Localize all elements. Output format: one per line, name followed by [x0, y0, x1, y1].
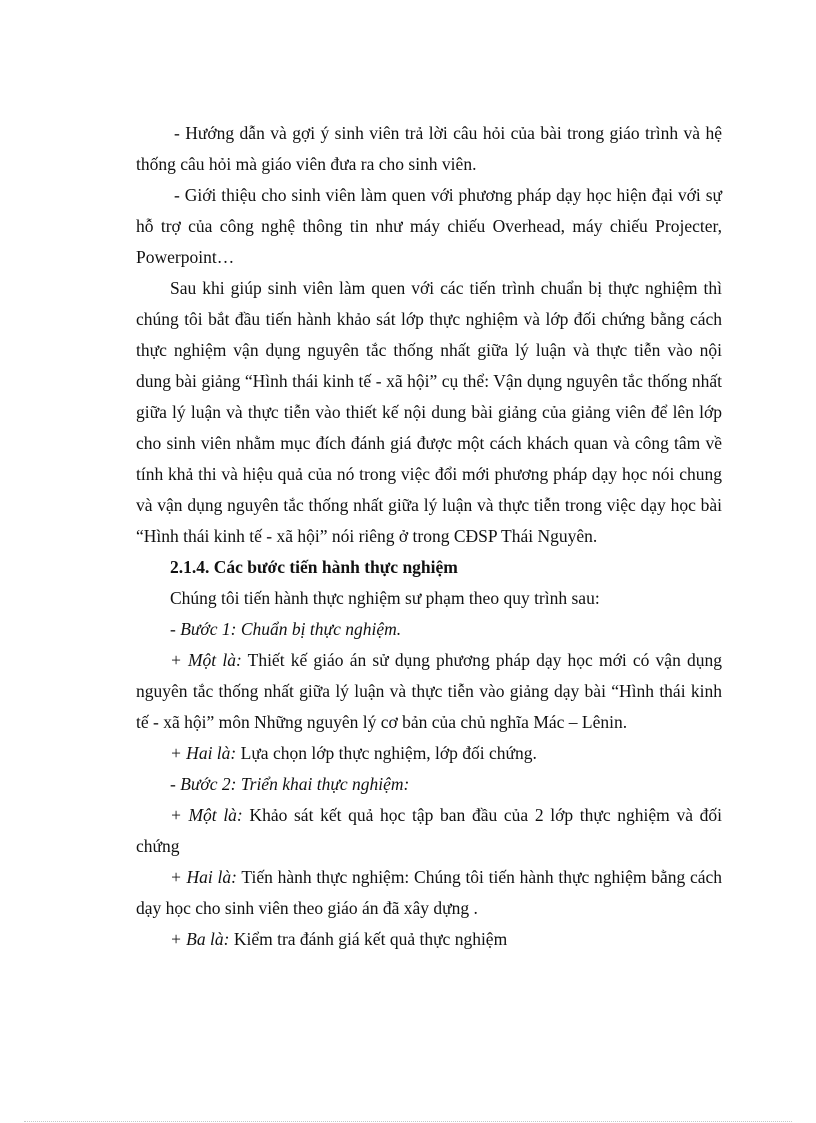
item-text: Lựa chọn lớp thực nghiệm, lớp đối chứng.: [236, 743, 537, 763]
paragraph-experiment-survey: Sau khi giúp sinh viên làm quen với các tiến trình chuẩn bị thực nghiệm thì chúng tôi bắt đầu tiến hành khảo sát lớp thực nghiệm và lớp đối chứng bằng cách thực nghiệm vận dụng nguyên tắc thống nhất giữa lý luận và thực tiễn vào nội dung bài giảng “Hình thái kinh tế - xã hội” cụ thể: Vận dụng nguyên tắc thống nhất giữa lý luận và thực tiễn vào thiết kế nội dung bài giảng của giảng viên để lên lớp cho sinh viên nhằm mục đích đánh giá được một cách khách quan và công tâm về tính khả thi và hiệu quả của nó trong việc đổi mới phương pháp dạy học nói chung và vận dụng nguyên tắc thống nhất giữa lý luận và thực tiễn trong việc dạy học bài “Hình thái kinh tế - xã hội” nói riêng ở trong CĐSP Thái Nguyên.: [136, 278, 722, 546]
item-label: + Ba là:: [170, 929, 230, 949]
item-label: + Hai là:: [170, 867, 237, 887]
document-body: [136, 118, 722, 955]
step-2-item-2: [136, 862, 722, 924]
item-text: Tiến hành thực nghiệm: Chúng tôi tiến hành thực nghiệm bằng cách dạy học cho sinh viên theo giáo án đã xây dựng .: [136, 867, 723, 918]
paragraph-guidance: - Hướng dẫn và gợi ý sinh viên trả lời câu hỏi của bài trong giáo trình và hệ thống câu hỏi mà giáo viên đưa ra cho sinh viên.: [136, 123, 722, 174]
step-1-heading: - Bước 1: Chuẩn bị thực nghiệm.: [170, 619, 402, 639]
step-1-item-2: [136, 738, 722, 769]
item-text: Kiểm tra đánh giá kết quả thực nghiệm: [229, 929, 508, 949]
step-2-item-3: [136, 924, 722, 955]
item-label: + Một là:: [170, 805, 243, 825]
item-label: + Một là:: [170, 650, 242, 670]
section-heading: 2.1.4. Các bước tiến hành thực nghiệm: [170, 557, 458, 577]
paragraph-introduction: - Giới thiệu cho sinh viên làm quen với phương pháp dạy học hiện đại với sự hỗ trợ của công nghệ thông tin như máy chiếu Overhead, máy chiếu Projecter, Powerpoint…: [136, 185, 722, 267]
paragraph-procedure-intro: Chúng tôi tiến hành thực nghiệm sư phạm theo quy trình sau:: [170, 588, 600, 608]
page-bottom-divider: [24, 1121, 792, 1122]
item-text: Khảo sát kết quả học tập ban đầu của 2 lớp thực nghiệm và đối chứng: [136, 805, 722, 856]
step-1-item-1: [136, 645, 722, 738]
item-text: Thiết kế giáo án sử dụng phương pháp dạy học mới có vận dụng nguyên tắc thống nhất giữa lý luận và thực tiễn vào giảng dạy bài “Hình thái kinh tế - xã hội” môn Những nguyên lý cơ bản của chủ nghĩa Mác – Lênin.: [136, 650, 722, 732]
item-label: + Hai là:: [170, 743, 237, 763]
step-2-heading: - Bước 2: Triển khai thực nghiệm:: [170, 774, 410, 794]
step-2-item-1: [136, 800, 722, 862]
